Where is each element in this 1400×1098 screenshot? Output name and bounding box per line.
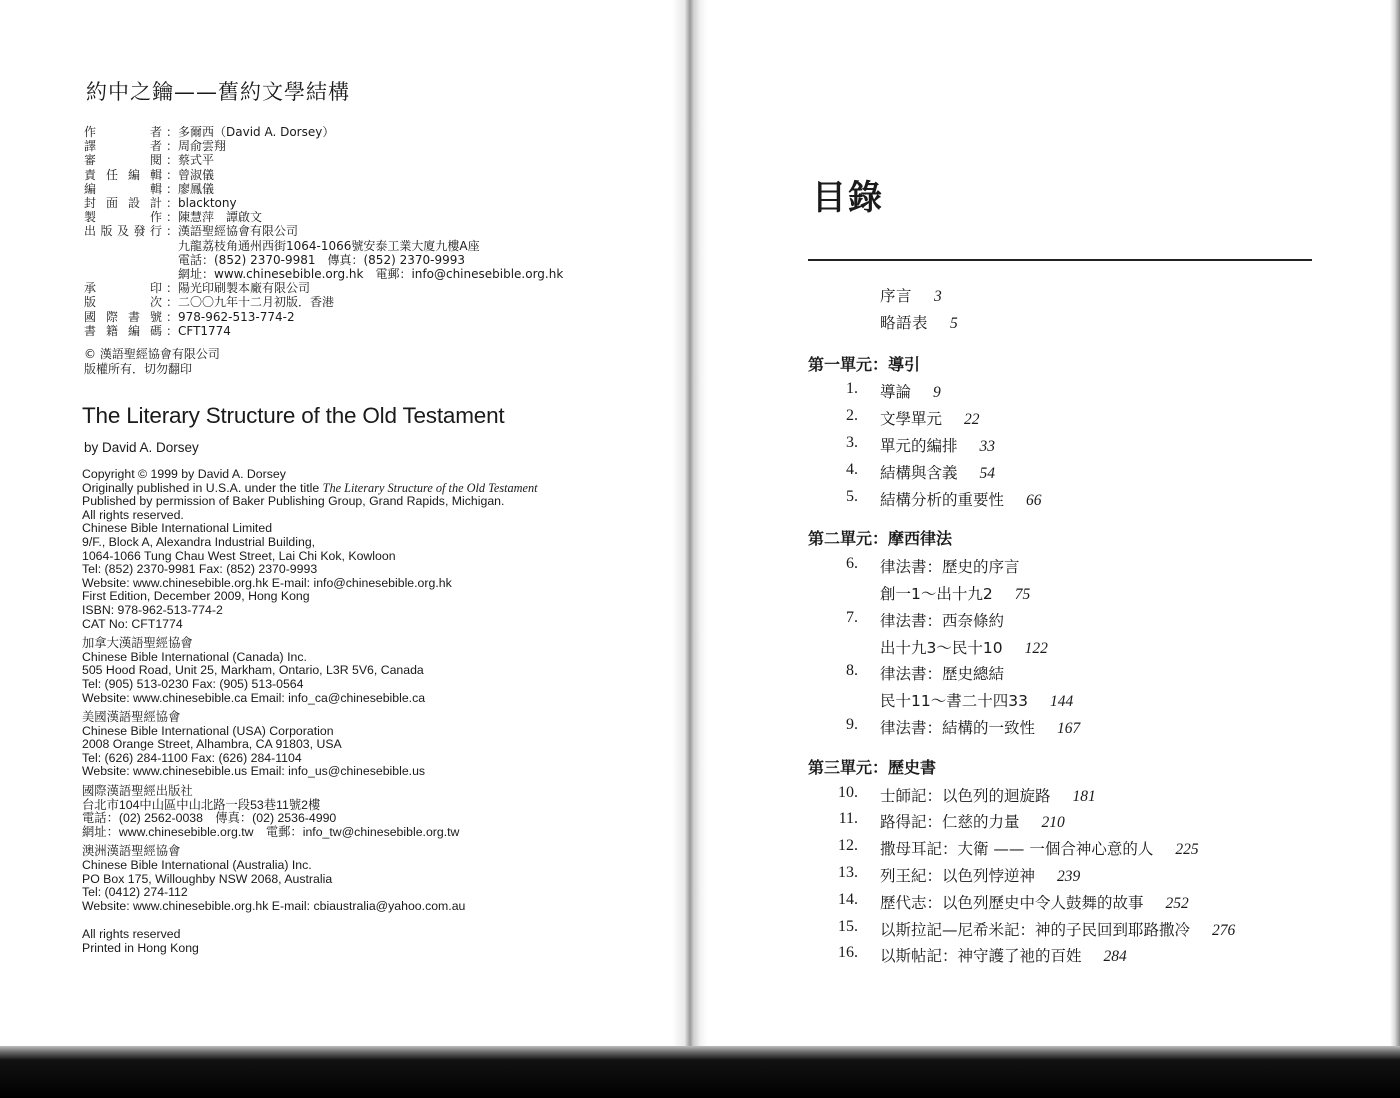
- credit-label: [84, 196, 166, 210]
- credit-label-char: 發: [133, 224, 146, 239]
- credit-label-char: 書: [84, 323, 97, 338]
- credit-row: [84, 139, 563, 153]
- credit-label-char: 編: [127, 167, 140, 182]
- toc-chapter-number: 9.: [846, 716, 858, 733]
- credit-row: [84, 239, 563, 253]
- imprint-line: Website: www.chinesebible.us Email: info_us@chinesebible.us: [82, 764, 426, 779]
- page-edge: [1390, 0, 1400, 1060]
- imprint-line: Chinese Bible International (USA) Corporation: [82, 723, 334, 738]
- imprint-line: Website: www.chinesebible.ca Email: info_ca@chinesebible.ca: [82, 690, 426, 705]
- credit-row: [84, 182, 563, 196]
- english-author: by David A. Dorsey: [84, 440, 199, 455]
- credit-value: ：blacktony: [166, 196, 237, 211]
- imprint-group-usa: [82, 711, 538, 779]
- imprint-line: Published by permission of Baker Publishing Group, Grand Rapids, Michigan.: [82, 494, 505, 509]
- credit-label-char: 作: [84, 125, 97, 139]
- credit-label-char: 閱: [149, 153, 162, 168]
- imprint-line: Website: www.chinesebible.org.hk E-mail: info@chinesebible.org.hk: [82, 575, 452, 590]
- toc-chapter-title: 歷代志：以色列歷史中令人鼓舞的故事: [880, 893, 1144, 912]
- toc-chapter: [880, 810, 1065, 832]
- toc-chapter: [880, 662, 1004, 684]
- toc-page-number: 66: [1026, 491, 1042, 509]
- toc-chapter-title: 結構分析的重要性: [880, 490, 1005, 509]
- toc-page-number: 33: [979, 438, 996, 455]
- credit-label-char: 書: [127, 309, 140, 324]
- imprint-line: 電話：(02) 2562-0038 傳真：(02) 2536-4990: [82, 811, 337, 826]
- book-gutter: [672, 0, 708, 1060]
- credit-label-char: 編: [127, 323, 140, 338]
- copyright-line: 版權所有．切勿翻印: [84, 361, 193, 376]
- imprint-line: 澳洲漢語聖經協會: [82, 844, 181, 859]
- toc-item-text: [880, 314, 958, 332]
- credit-row: [84, 281, 563, 295]
- toc-front-item: [808, 311, 959, 333]
- credit-value: ：978-962-513-774-2: [166, 309, 295, 324]
- toc-chapter-number: 1.: [846, 380, 858, 398]
- toc-range-text: 出十九3～民十10: [880, 638, 1003, 657]
- imprint-block: [82, 468, 538, 913]
- credit-label-char: 際: [105, 309, 118, 324]
- credit-label-char: 者: [149, 125, 162, 139]
- toc-chapter-number: 5.: [846, 487, 858, 505]
- toc-page-number: 144: [1049, 693, 1074, 711]
- credit-label-char: 行: [149, 224, 162, 239]
- imprint-line: Tel: (905) 513-0230 Fax: (905) 513-0564: [82, 676, 304, 691]
- credit-label-char: 印: [149, 281, 162, 296]
- toc-chapter-range: [880, 582, 1030, 604]
- toc-chapter-number: 15.: [838, 917, 858, 935]
- imprint-line: Chinese Bible International Limited: [82, 521, 273, 536]
- imprint-line: ISBN: 978-962-513-774-2: [82, 602, 223, 617]
- toc-range-text: 民十11～書二十四33: [880, 692, 1028, 711]
- toc-chapter-title: 律法書：歷史總結: [880, 665, 1005, 684]
- credits-list: [84, 125, 563, 338]
- credit-row: [84, 310, 563, 324]
- credit-row: [84, 125, 563, 139]
- toc-unit-heading: 第一單元：導引: [808, 354, 921, 374]
- toc-chapter: [880, 488, 1042, 510]
- toc-range-text: 創一1～出十九2: [880, 585, 993, 603]
- imprint-line: PO Box 175, Willoughby NSW 2068, Australia: [82, 871, 333, 886]
- credit-value: 網址：www.chinesebible.org.hk 電郵：info@chinesebible.org.hk: [166, 267, 564, 282]
- credit-label-char: 設: [127, 196, 140, 211]
- credit-label-char: 輯: [149, 181, 162, 196]
- credit-label-char: 輯: [149, 167, 162, 182]
- imprint-line: 網址：www.chinesebible.org.tw 電郵：info_tw@chinesebible.org.tw: [82, 824, 460, 839]
- credit-value: ：漢語聖經協會有限公司: [166, 224, 299, 239]
- credit-label: [84, 139, 166, 153]
- toc-chapter: [880, 609, 1004, 631]
- credit-value: ：曾淑儀: [166, 167, 215, 182]
- credit-label-char: 封: [84, 196, 97, 211]
- credit-label-char: 國: [84, 309, 97, 324]
- imprint-line: 加拿大漢語聖經協會: [82, 636, 193, 651]
- credit-label: [84, 324, 166, 338]
- toc-chapter-number: 8.: [846, 662, 858, 680]
- toc-chapter-title: 列王紀：以色列悖逆神: [880, 867, 1036, 885]
- toc-page-number: 276: [1212, 921, 1236, 939]
- toc-page-number: 22: [964, 411, 980, 429]
- toc-chapter-title: 以斯拉記—尼希米記：神的子民回到耶路撒冷: [880, 920, 1191, 939]
- toc-page-number: 54: [979, 464, 996, 482]
- credit-label: [84, 310, 166, 324]
- toc-chapter-number: 11.: [838, 810, 858, 828]
- toc-page-number: 181: [1072, 787, 1096, 805]
- toc-chapter-number: 4.: [846, 460, 858, 478]
- credit-label: [84, 253, 166, 267]
- toc-page-number: 239: [1057, 868, 1081, 885]
- toc-chapter: [880, 434, 995, 456]
- final-rights: [82, 928, 199, 955]
- toc-page-number: 210: [1041, 814, 1065, 832]
- credit-label: [84, 153, 166, 167]
- toc-chapter: [880, 864, 1080, 886]
- credit-label-char: 責: [84, 167, 97, 182]
- credit-value: ：多爾西（David A. Dorsey）: [166, 125, 335, 139]
- toc-chapter: [880, 380, 941, 402]
- credit-value: ：陳慧萍 譚啟文: [166, 210, 263, 225]
- credit-label-char: 計: [149, 196, 162, 211]
- imprint-line: Printed in Hong Kong: [82, 940, 199, 955]
- toc-page-number: 252: [1165, 894, 1189, 912]
- toc-unit-heading: 第二單元：摩西律法: [808, 529, 953, 549]
- toc-chapter-range: [880, 636, 1048, 658]
- toc-front-item: [808, 284, 943, 306]
- toc-item-title: 略語表: [880, 313, 929, 332]
- credit-label: [84, 182, 166, 196]
- credit-label: [84, 267, 166, 281]
- credit-label: [84, 125, 166, 139]
- imprint-line: 9/F., Block A, Alexandra Industrial Building,: [82, 534, 316, 549]
- toc-page-number: 9: [933, 384, 941, 402]
- imprint-group-taiwan: [82, 785, 538, 839]
- toc-chapter-title: 文學單元: [880, 410, 943, 429]
- credit-row: [84, 324, 563, 338]
- imprint-group-canada: [82, 637, 538, 705]
- toc-chapter: [880, 784, 1096, 806]
- credit-row: [84, 267, 563, 281]
- chinese-book-title: 約中之鑰——舊約文學結構: [86, 80, 350, 104]
- credit-label-char: 譯: [84, 139, 97, 154]
- credit-label-char: 及: [116, 224, 129, 239]
- toc-chapter-number: 16.: [838, 944, 858, 962]
- credit-value: 九龍荔枝角通州西街1064-1066號安泰工業大廈九樓A座: [166, 238, 480, 253]
- toc-chapter-title: 單元的編排: [880, 437, 958, 455]
- credit-label-char: 承: [84, 281, 97, 296]
- credit-row: [84, 210, 563, 224]
- toc-chapter-title: 以斯帖記：神守護了祂的百姓: [880, 947, 1082, 966]
- credit-row: [84, 168, 563, 182]
- toc-page-number: 5: [950, 314, 959, 332]
- imprint-line: Website: www.chinesebible.org.hk E-mail: cbiaustralia@yahoo.com.au: [82, 898, 466, 913]
- imprint-line: 國際漢語聖經出版社: [82, 784, 193, 799]
- imprint-line-prefix: Originally published in U.S.A. under the title: [82, 480, 323, 495]
- toc-chapter-title: 律法書：西奈條約: [880, 611, 1005, 630]
- imprint-line: Tel: (626) 284-1100 Fax: (626) 284-1104: [82, 750, 302, 765]
- imprint-line: Copyright © 1999 by David A. Dorsey: [82, 467, 286, 481]
- imprint-line: Tel: (852) 2370-9981 Fax: (852) 2370-9993: [82, 562, 318, 577]
- imprint-line: Tel: (0412) 274-112: [82, 885, 188, 900]
- toc-chapter: [880, 716, 1080, 738]
- toc-page-number: 284: [1103, 948, 1127, 966]
- toc-chapter-title: 律法書：結構的一致性: [880, 719, 1036, 737]
- credit-label-char: 出: [84, 224, 97, 239]
- credit-label: [84, 224, 166, 238]
- imprint-line: All rights reserved.: [82, 507, 184, 522]
- imprint-offices: [82, 522, 538, 913]
- original-title: The Literary Structure of the Old Testament: [322, 480, 538, 495]
- toc-page-number: 225: [1175, 841, 1199, 859]
- credit-label-char: 版: [84, 295, 97, 310]
- toc-page-number: 122: [1024, 639, 1048, 657]
- credit-label-char: 籍: [105, 323, 118, 338]
- credit-value: ：廖鳳儀: [166, 181, 215, 196]
- credit-label: [84, 210, 166, 224]
- credit-row: [84, 253, 563, 267]
- imprint-line: 2008 Orange Street, Alhambra, CA 91803, USA: [82, 737, 342, 752]
- toc-page-number: 75: [1014, 586, 1031, 603]
- credit-row: [84, 295, 563, 309]
- credit-label-char: 號: [149, 309, 162, 324]
- toc-chapter-number: 3.: [846, 434, 858, 451]
- scan-bottom-band: [0, 1046, 1400, 1098]
- toc-chapter-number: 12.: [838, 837, 858, 855]
- imprint-line: CAT No: CFT1774: [82, 616, 183, 631]
- credit-label-char: 次: [149, 295, 162, 310]
- imprint-line: [82, 482, 538, 496]
- imprint-line: 台北市104中山區中山北路一段53巷11號2樓: [82, 797, 321, 812]
- imprint-line: First Edition, December 2009, Hong Kong: [82, 589, 310, 604]
- credit-row: [84, 196, 563, 210]
- imprint-group-australia: [82, 845, 538, 913]
- toc-chapter: [880, 555, 1020, 577]
- imprint-line: Chinese Bible International (Australia) Inc.: [82, 858, 312, 873]
- credit-value: ：二〇〇九年十二月初版．香港: [166, 295, 335, 310]
- toc-chapter-number: 10.: [838, 783, 858, 801]
- credit-label-char: 碼: [149, 323, 162, 338]
- toc-chapter-number: 6.: [846, 555, 858, 573]
- toc-chapter: [880, 918, 1235, 940]
- credit-label-char: 版: [100, 224, 113, 239]
- toc-title: 目錄: [812, 178, 884, 218]
- toc-chapter-title: 律法書：歷史的序言: [880, 558, 1020, 577]
- toc-chapter-title: 結構與含義: [880, 463, 958, 482]
- toc-page-number: 167: [1057, 720, 1081, 737]
- credit-label: [84, 168, 166, 182]
- copyright-line: © 漢語聖經協會有限公司: [84, 347, 220, 361]
- credit-label-char: 作: [149, 210, 162, 225]
- imprint-group-hk: [82, 522, 538, 631]
- credit-value: 電話：(852) 2370-9981 傳真：(852) 2370-9993: [166, 252, 465, 267]
- imprint-line: 1064-1066 Tung Chau West Street, Lai Chi Kok, Kowloon: [82, 548, 396, 563]
- credit-row: [84, 224, 563, 238]
- toc-item-text: [880, 287, 942, 305]
- toc-chapter-number: 14.: [838, 890, 858, 908]
- credit-value: ：陽光印刷製本廠有限公司: [166, 281, 311, 296]
- imprint-line: 505 Hood Road, Unit 25, Markham, Ontario, L3R 5V6, Canada: [82, 663, 424, 678]
- toc-chapter-title: 士師記：以色列的迴旋路: [880, 786, 1051, 805]
- toc-chapter: [880, 891, 1189, 913]
- credit-label-char: 編: [84, 181, 97, 196]
- toc-page-number: 3: [934, 288, 943, 305]
- toc-chapter-number: 7.: [846, 608, 858, 626]
- imprint-line: 美國漢語聖經協會: [82, 710, 181, 725]
- toc-divider: [808, 259, 1312, 261]
- chinese-copyright: [84, 347, 220, 376]
- credit-value: ：CFT1774: [166, 323, 231, 338]
- toc-chapter-number: 13.: [838, 864, 858, 881]
- credit-label: [84, 295, 166, 309]
- credit-label-char: 任: [105, 167, 118, 182]
- toc-chapter: [880, 407, 980, 429]
- credit-row: [84, 153, 563, 167]
- toc-chapter-number: 2.: [846, 407, 858, 425]
- credit-value: ：周俞雲翔: [166, 139, 227, 154]
- english-book-title: The Literary Structure of the Old Testament: [82, 403, 505, 428]
- toc-chapter: [880, 944, 1127, 966]
- credit-value: ：蔡式平: [166, 153, 215, 168]
- credit-label-char: 者: [149, 139, 162, 154]
- credit-label-char: 製: [84, 210, 97, 225]
- credit-label-char: 審: [84, 153, 97, 168]
- toc-chapter-range: [880, 689, 1073, 711]
- toc-chapter: [880, 461, 995, 483]
- imprint-line: Chinese Bible International (Canada) Inc.: [82, 649, 307, 664]
- credit-label: [84, 239, 166, 253]
- toc-unit-heading: 第三單元：歷史書: [808, 757, 937, 777]
- toc-chapter-title: 導論: [880, 383, 912, 402]
- toc-chapter-title: 路得記：仁慈的力量: [880, 813, 1020, 832]
- imprint-line: All rights reserved: [82, 927, 181, 941]
- toc-chapter-title: 撒母耳記：大衛 —— 一個合神心意的人: [880, 840, 1154, 859]
- credit-label: [84, 281, 166, 295]
- toc-item-title: 序言: [880, 287, 913, 305]
- credit-label-char: 面: [105, 196, 118, 211]
- toc-chapter: [880, 837, 1199, 859]
